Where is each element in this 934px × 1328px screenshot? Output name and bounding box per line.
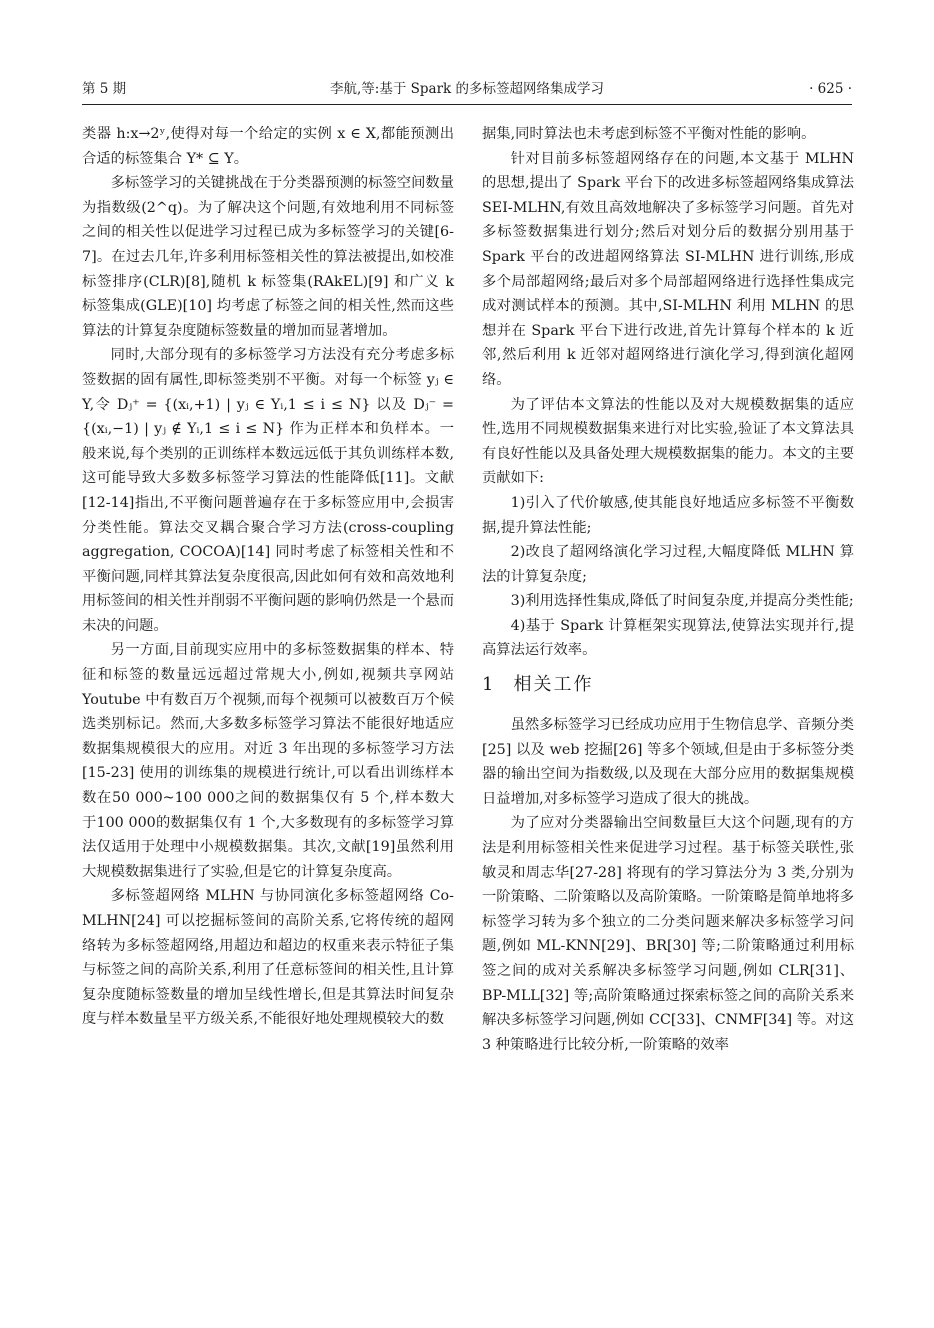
- paragraph: 为了应对分类器输出空间数量巨大这个问题,现有的方法是利用标签相关性来促进学习过程。基于标签关联性,张敏灵和周志华[27-28] 将现有的学习算法分为 3 类,分别为一阶策略、二阶策略以及高阶策略。一阶策略是简单地将多标签学习转为多个独立的二分类问题来解决多标签学习问题,例如 ML-KNN[29]、BR[30] 等;二阶策略通过利用标签之间的成对关系解决多标签学习问题,例如 CLR[31]、BP-MLL[32] 等;高阶策略通过探索标签之间的高阶关系来解决多标签学习问题,例如 CC[33]、CNMF[34] 等。对这 3 种策略进行比较分析,一阶策略的效率: [482, 815, 854, 1053]
- paragraph: 另一方面,目前现实应用中的多标签数据集的样本、特征和标签的数量远远超过常规大小,例如,视频共享网站 Youtube 中有数百万个视频,而每个视频可以被数百万个候选类别标记。然而,大多数多标签学习算法不能很好地适应数据集规模很大的应用。对近 3 年出现的多标签学习方法[15-23] 使用的训练集的规模进行统计,可以看出训练样本数在50 000~100 000之间的数据集仅有 5 个,样本数大于100 000的数据集仅有 1 个,大多数现有的多标签学习算法仅适用于处理中小规模数据集。其次,文献[19]虽然利用大规模数据集进行了实验,但是它的计算复杂度高。: [82, 642, 454, 880]
- contribution-item: 2)改良了超网络演化学习过程,大幅度降低 MLHN 算法的计算复杂度;: [482, 544, 854, 585]
- paragraph: 针对目前多标签超网络存在的问题,本文基于 MLHN 的思想,提出了 Spark 平台下的改进多标签超网络集成算法 SEI-MLHN,有效且高效地解决了多标签学习问题。首先对多标签数据集进行划分;然后对划分后的数据分别用基于 Spark 平台的改进超网络算法 SI-MLHN 进行训练,形成多个局部超网络;最后对多个局部超网络进行选择性集成完成对测试样本的预测。其中,SI-MLHN 利用 MLHN 的思想并在 Spark 平台下进行改进,首先计算每个样本的 k 近邻,然后利用 k 近邻对超网络进行演化学习,得到演化超网络。: [482, 150, 854, 388]
- paragraph: 为了评估本文算法的性能以及对大规模数据集的适应性,选用不同规模数据集来进行对比实验,验证了本文算法具有良好性能以及具备处理大规模数据集的能力。本文的主要贡献如下:: [482, 396, 854, 487]
- page-number: · 625 ·: [809, 81, 852, 97]
- issue-number: 第 5 期: [82, 81, 127, 97]
- running-header: [82, 78, 852, 100]
- header-rule: [82, 104, 852, 105]
- right-column: [482, 122, 854, 1057]
- contribution-item: 1)引入了代价敏感,使其能良好地适应多标签不平衡数据,提升算法性能;: [482, 494, 854, 536]
- paragraph: 多标签超网络 MLHN 与协同演化多标签超网络 Co-MLHN[24] 可以挖掘标签间的高阶关系,它将传统的超网络转为多标签超网络,用超边和超边的权重来表示特征子集与标签之间的高阶关系,利用了任意标签间的相关性,且计算复杂度随标签数量的增加呈线性增长,但是其算法时间复杂度与样本数量呈平方级关系,不能很好地处理规模较大的数: [82, 888, 454, 1028]
- paragraph: 虽然多标签学习已经成功应用于生物信息学、音频分类[25] 以及 web 挖掘[26] 等多个领域,但是由于多标签分类器的输出空间为指数级,以及现在大部分应用的数据集规模日益增加,对多标签学习造成了很大的挑战。: [482, 717, 854, 807]
- left-column: [82, 122, 454, 1032]
- section-heading: [482, 671, 854, 699]
- contribution-item: 3)利用选择性集成,降低了时间复杂度,并提高分类性能;: [510, 593, 854, 610]
- section-number: 1: [482, 674, 496, 696]
- paragraph: 类器 h:x→2ʸ,使得对每一个给定的实例 x ∈ X,都能预测出合适的标签集合 Y* ⊆ Y。: [82, 126, 454, 167]
- paragraph: 多标签学习的关键挑战在于分类器预测的标签空间数量为指数级(2^q)。为了解决这个问题,有效地利用不同标签之间的相关性以促进学习过程已成为多标签学习的关键[6-7]。在过去几年,许多利用标签相关性的算法被提出,如校准标签排序(CLR)[8],随机 k 标签集(RAkEL)[9] 和广义 k 标签集成(GLE)[10] 均考虑了标签之间的相关性,然而这些算法的计算复杂度随标签数量的增加而显著增加。: [82, 175, 454, 339]
- section-title: 相关工作: [513, 674, 594, 696]
- running-title: 李航,等:基于 Spark 的多标签超网络集成学习: [330, 81, 604, 97]
- paragraph: 同时,大部分现有的多标签学习方法没有充分考虑多标签数据的固有属性,即标签类别不平衡。对每一个标签 yⱼ ∈ Y,令 Dⱼ⁺ = {(xᵢ,+1) | yⱼ ∈ Yᵢ,1 ≤ i ≤ N} 以及 Dⱼ⁻ = {(xᵢ,−1) | yⱼ ∉ Yᵢ,1 ≤ i ≤ N} 作为正样本和负样本。一般来说,每个类别的正训练样本数远远低于其负训练样本数,这可能导致大多数多标签学习算法的性能降低[11]。文献[12-14]指出,不平衡问题普遍存在于多标签应用中,会损害分类性能。算法交叉耦合聚合学习方法(cross-coupling aggregation, COCOA)[14] 同时考虑了标签相关性和不平衡问题,同样其算法复杂度很高,因此如何有效和高效地利用标签间的相关性并削弱不平衡问题的影响仍然是一个悬而未决的问题。: [82, 347, 454, 634]
- contribution-item: 4)基于 Spark 计算框架实现算法,使算法实现并行,提高算法运行效率。: [482, 617, 854, 659]
- paragraph: 据集,同时算法也未考虑到标签不平衡对性能的影响。: [482, 126, 816, 142]
